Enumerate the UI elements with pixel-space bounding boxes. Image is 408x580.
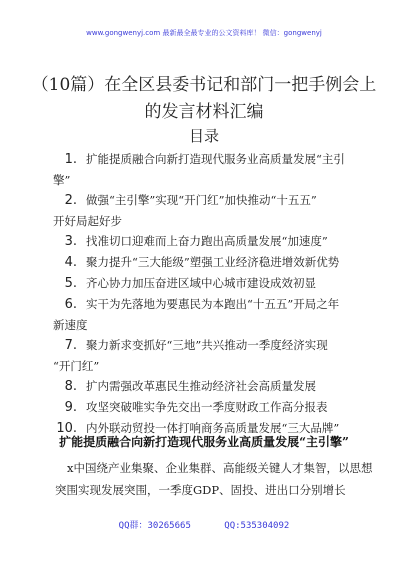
toc-item-continuation: 擎” (53, 173, 71, 187)
toc-item-text: 扩内需强改革惠民生推动经济社会高质量发展 (86, 379, 316, 393)
toc-heading: 目录 (188, 127, 219, 145)
toc-item-text: 齐心协力加压奋进区域中心城市建设成效初显 (86, 276, 316, 290)
toc-item-continuation: “开门红” (53, 359, 100, 373)
toc-item-text: 实干为先落地为要惠民为本跑出“十五五”开局之年 (86, 297, 340, 311)
toc-item-text: 攻坚突破唯实争先交出一季度财政工作高分报表 (86, 400, 328, 414)
toc-item-number: 2. (64, 193, 77, 208)
footer-qq: QQ:535304092 (224, 521, 290, 531)
toc-item-text: 聚力新求变抓好“三地”共兴推动一季度经济实现 (86, 338, 328, 352)
toc-item-number: 8. (64, 379, 77, 394)
site-header: www.gongwenyj.com 最新最全最专业的公文资料库！ 微信：gongwenyj (86, 29, 322, 37)
toc-item (55, 231, 375, 252)
toc-item (55, 149, 375, 190)
section-title: 扩能提质融合向新打造现代服务业高质量发展“主引擎” (59, 435, 349, 449)
toc-item-number: 1. (64, 152, 77, 167)
toc-item-number: 9. (64, 400, 77, 415)
toc-item-text: 找准切口迎难而上奋力跑出高质量发展“加速度” (86, 234, 328, 248)
toc-item-number: 5. (64, 276, 77, 291)
toc-item-number: 3. (64, 234, 77, 249)
toc-item-continuation: 开好局起好步 (53, 214, 122, 228)
toc-item-text: 聚力提升“三大能级”塑强工业经济稳进增效新优势 (86, 255, 340, 269)
toc-item-continuation: 新速度 (53, 318, 88, 332)
toc-item (55, 252, 375, 273)
document-title: （10篇）在全区县委书记和部门一把手例会上的发言材料汇编 (31, 75, 377, 122)
section-body: x中国绕产业集聚、企业集群、高能级关键人才集智，以思想突围实现发展突围，一季度GDP、固投、进出口分别增长 (55, 461, 373, 497)
toc-item (55, 335, 375, 376)
table-of-contents (55, 149, 375, 439)
toc-item (55, 376, 375, 397)
toc-item (55, 294, 375, 335)
toc-item-number: 6. (64, 297, 77, 312)
toc-item-text: 做强“主引擎”实现“开门红”加快推动“十五五” (86, 193, 317, 207)
toc-item-text: 内外联动贸投一体打响商务高质量发展“三大品牌” (86, 421, 340, 435)
toc-item-text: 扩能提质融合向新打造现代服务业高质量发展“主引 (86, 152, 345, 166)
toc-item (55, 190, 375, 231)
footer-qq-group: QQ群：30265665 (118, 521, 191, 531)
toc-item (55, 397, 375, 418)
footer (0, 518, 408, 531)
toc-item (55, 273, 375, 294)
toc-item-number: 7. (64, 338, 77, 353)
toc-item-number: 10. (56, 421, 77, 436)
toc-item-number: 4. (64, 255, 77, 270)
